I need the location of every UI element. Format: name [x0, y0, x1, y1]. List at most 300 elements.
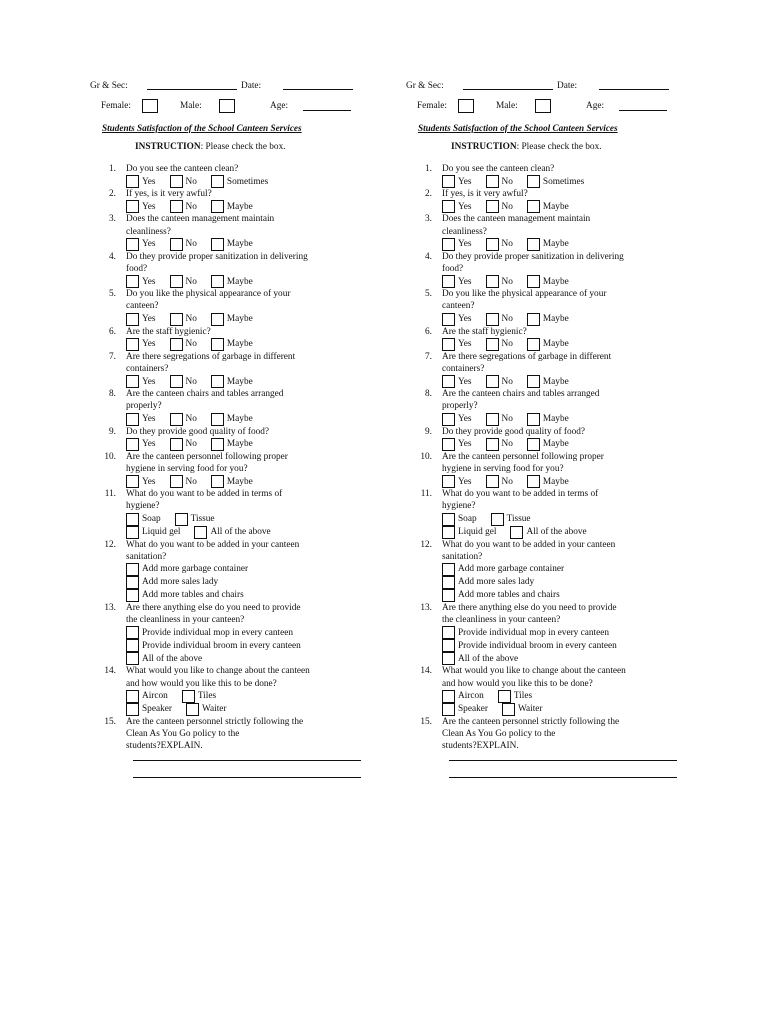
question-line — [416, 363, 686, 375]
option-maybe[interactable] — [527, 238, 569, 251]
answer-line[interactable] — [133, 777, 361, 778]
option-label: Maybe — [542, 414, 569, 425]
question-line — [100, 426, 370, 438]
checkbox[interactable] — [486, 375, 499, 388]
option-yes[interactable] — [442, 375, 472, 388]
checkbox[interactable] — [126, 576, 139, 589]
checkbox[interactable] — [442, 690, 455, 703]
checkbox[interactable] — [170, 238, 183, 251]
question-number — [416, 551, 442, 563]
checkbox[interactable] — [126, 589, 139, 602]
question-line — [100, 539, 370, 551]
option-yes[interactable] — [126, 375, 156, 388]
question-line — [416, 665, 686, 677]
option-label: Maybe — [226, 376, 253, 387]
option-no[interactable] — [486, 313, 513, 326]
option-all-of-the-above[interactable] — [510, 526, 586, 539]
gr-sec-label: Gr & Sec: — [406, 81, 444, 91]
option-maybe[interactable] — [527, 375, 569, 388]
checkbox[interactable] — [442, 338, 455, 351]
option-maybe[interactable] — [527, 338, 569, 351]
checkbox[interactable] — [211, 275, 224, 288]
checkbox[interactable] — [126, 690, 139, 703]
checkbox[interactable] — [491, 513, 504, 526]
checkbox[interactable] — [442, 275, 455, 288]
option-speaker[interactable] — [442, 703, 488, 716]
checkbox[interactable] — [211, 313, 224, 326]
checkbox[interactable] — [126, 563, 139, 576]
option-maybe[interactable] — [211, 375, 253, 388]
option-label: No — [501, 476, 513, 487]
option-provide-individual-mop-in-every-canteen[interactable] — [126, 626, 293, 639]
question-number: 8. — [425, 389, 432, 400]
male-checkbox[interactable] — [535, 99, 551, 113]
option-label: Tiles — [197, 691, 217, 702]
checkbox[interactable] — [126, 526, 139, 539]
date-label: Date: — [557, 81, 578, 91]
checkbox[interactable] — [170, 175, 183, 188]
option-maybe[interactable] — [527, 200, 569, 213]
options-row — [100, 238, 396, 251]
option-maybe[interactable] — [211, 338, 253, 351]
option-yes[interactable] — [126, 475, 156, 488]
question-number: 15. — [420, 716, 432, 727]
question-number: 7. — [109, 351, 116, 362]
checkbox[interactable] — [486, 313, 499, 326]
question-line — [100, 614, 370, 626]
option-no[interactable] — [170, 313, 197, 326]
option-label: Yes — [458, 176, 472, 187]
question-number — [416, 363, 442, 375]
checkbox[interactable] — [170, 275, 183, 288]
options-row — [100, 626, 396, 639]
option-label: Maybe — [542, 339, 569, 350]
option-tissue[interactable] — [175, 513, 215, 526]
question-text: hygiene in serving food for you? — [126, 464, 248, 475]
checkbox[interactable] — [126, 375, 139, 388]
question-text: Do you like the physical appearance of your — [126, 289, 291, 300]
question-14 — [416, 665, 686, 715]
option-no[interactable] — [486, 175, 513, 188]
checkbox[interactable] — [170, 438, 183, 451]
checkbox[interactable] — [442, 313, 455, 326]
option-label: Maybe — [226, 314, 253, 325]
option-no[interactable] — [486, 438, 513, 451]
checkbox[interactable] — [527, 275, 540, 288]
checkbox[interactable] — [486, 238, 499, 251]
option-all-of-the-above[interactable] — [126, 652, 202, 665]
question-9 — [100, 426, 370, 451]
checkbox[interactable] — [502, 703, 515, 716]
checkbox[interactable] — [211, 175, 224, 188]
option-no[interactable] — [170, 475, 197, 488]
options-row — [416, 275, 712, 288]
option-maybe[interactable] — [211, 238, 253, 251]
option-label: Waiter — [517, 704, 543, 715]
option-no[interactable] — [486, 275, 513, 288]
option-maybe[interactable] — [527, 475, 569, 488]
checkbox[interactable] — [170, 200, 183, 213]
option-yes[interactable] — [126, 200, 156, 213]
question-number: 12. — [420, 539, 432, 550]
question-number — [100, 614, 126, 626]
option-no[interactable] — [486, 375, 513, 388]
question-line — [416, 539, 686, 551]
option-yes[interactable] — [442, 238, 472, 251]
checkbox[interactable] — [442, 576, 455, 589]
question-line — [416, 728, 686, 740]
options-row — [100, 576, 396, 589]
checkbox[interactable] — [126, 475, 139, 488]
option-aircon[interactable] — [442, 690, 484, 703]
question-number: 6. — [109, 326, 116, 337]
options-row — [416, 513, 712, 526]
checkbox[interactable] — [442, 589, 455, 602]
option-provide-individual-broom-in-every-canteen[interactable] — [442, 639, 617, 652]
option-label: No — [185, 339, 197, 350]
checkbox[interactable] — [126, 313, 139, 326]
age-field[interactable] — [303, 110, 351, 111]
option-tiles[interactable] — [498, 690, 532, 703]
option-all-of-the-above[interactable] — [442, 652, 518, 665]
option-yes[interactable] — [126, 238, 156, 251]
option-label: Maybe — [226, 414, 253, 425]
checkbox[interactable] — [170, 413, 183, 426]
checkbox[interactable] — [442, 652, 455, 665]
gr-sec-field[interactable] — [147, 89, 237, 90]
option-label: Maybe — [542, 314, 569, 325]
option-label: Soap — [458, 514, 477, 525]
checkbox[interactable] — [486, 338, 499, 351]
checkbox[interactable] — [442, 438, 455, 451]
checkbox[interactable] — [527, 413, 540, 426]
question-number: 15. — [104, 716, 116, 727]
checkbox[interactable] — [186, 703, 199, 716]
question-line — [416, 740, 686, 752]
instruction — [451, 141, 602, 153]
option-provide-individual-broom-in-every-canteen[interactable] — [126, 639, 301, 652]
option-liquid-gel[interactable] — [126, 526, 180, 539]
option-label: No — [185, 201, 197, 212]
option-no[interactable] — [486, 200, 513, 213]
date-field[interactable] — [599, 89, 669, 90]
checkbox[interactable] — [442, 375, 455, 388]
option-maybe[interactable] — [527, 275, 569, 288]
checkbox[interactable] — [126, 238, 139, 251]
option-label: Maybe — [542, 476, 569, 487]
question-text: cleanliness? — [126, 226, 171, 237]
checkbox[interactable] — [442, 563, 455, 576]
option-label: Yes — [458, 314, 472, 325]
question-text: hygiene? — [442, 501, 476, 512]
checkbox[interactable] — [486, 275, 499, 288]
question-13 — [416, 602, 686, 665]
checkbox[interactable] — [442, 626, 455, 639]
options-row — [416, 438, 712, 451]
options-row — [100, 690, 396, 703]
question-5 — [416, 288, 686, 325]
checkbox[interactable] — [510, 526, 523, 539]
checkbox[interactable] — [126, 438, 139, 451]
checkbox[interactable] — [126, 200, 139, 213]
checkbox[interactable] — [126, 175, 139, 188]
checkbox[interactable] — [527, 313, 540, 326]
question-1 — [416, 163, 686, 188]
checkbox[interactable] — [170, 375, 183, 388]
option-label: Maybe — [542, 276, 569, 287]
option-waiter[interactable] — [186, 703, 227, 716]
checkbox[interactable] — [498, 690, 511, 703]
option-sometimes[interactable] — [527, 175, 584, 188]
option-label: No — [501, 176, 513, 187]
option-no[interactable] — [170, 275, 197, 288]
checkbox[interactable] — [486, 475, 499, 488]
checkbox[interactable] — [182, 690, 195, 703]
option-soap[interactable] — [442, 513, 477, 526]
question-15 — [416, 716, 686, 753]
checkbox[interactable] — [211, 475, 224, 488]
checkbox[interactable] — [126, 626, 139, 639]
option-yes[interactable] — [126, 338, 156, 351]
checkbox[interactable] — [486, 175, 499, 188]
checkbox[interactable] — [442, 703, 455, 716]
checkbox[interactable] — [442, 200, 455, 213]
checkbox[interactable] — [486, 413, 499, 426]
options-row — [100, 375, 396, 388]
checkbox[interactable] — [211, 200, 224, 213]
option-maybe[interactable] — [211, 200, 253, 213]
answer-line[interactable] — [449, 777, 677, 778]
question-text: Do they provide proper sanitization in delivering — [442, 251, 624, 262]
checkbox[interactable] — [170, 338, 183, 351]
age-field[interactable] — [619, 110, 667, 111]
form-title: Students Satisfaction of the School Canteen Services — [102, 123, 302, 133]
gr-sec-field[interactable] — [463, 89, 553, 90]
option-no[interactable] — [486, 413, 513, 426]
option-maybe[interactable] — [211, 413, 253, 426]
option-maybe[interactable] — [527, 413, 569, 426]
option-provide-individual-mop-in-every-canteen[interactable] — [442, 626, 609, 639]
checkbox[interactable] — [175, 513, 188, 526]
option-no[interactable] — [486, 475, 513, 488]
question-number — [100, 263, 126, 275]
question-line — [100, 363, 370, 375]
option-label: Yes — [142, 439, 156, 450]
option-yes[interactable] — [442, 438, 472, 451]
question-text: and how would you like this to be done? — [126, 678, 277, 689]
option-no[interactable] — [170, 438, 197, 451]
question-line — [100, 163, 370, 175]
question-8 — [416, 388, 686, 425]
option-yes[interactable] — [126, 275, 156, 288]
checkbox[interactable] — [442, 526, 455, 539]
option-yes[interactable] — [126, 413, 156, 426]
question-text: properly? — [442, 401, 478, 412]
male-checkbox[interactable] — [219, 99, 235, 113]
option-label: No — [185, 376, 197, 387]
checkbox[interactable] — [527, 238, 540, 251]
age-label: Age: — [586, 101, 605, 111]
option-liquid-gel[interactable] — [442, 526, 496, 539]
checkbox[interactable] — [527, 475, 540, 488]
checkbox[interactable] — [126, 639, 139, 652]
option-label: All of the above — [210, 527, 271, 538]
option-sometimes[interactable] — [211, 175, 268, 188]
option-maybe[interactable] — [211, 475, 253, 488]
question-line — [100, 188, 370, 200]
option-tissue[interactable] — [491, 513, 531, 526]
options-row — [100, 563, 396, 576]
option-waiter[interactable] — [502, 703, 543, 716]
question-number — [416, 226, 442, 238]
option-yes[interactable] — [126, 313, 156, 326]
checkbox[interactable] — [211, 413, 224, 426]
option-yes[interactable] — [126, 438, 156, 451]
checkbox[interactable] — [211, 238, 224, 251]
question-4 — [100, 251, 370, 288]
option-yes[interactable] — [442, 275, 472, 288]
option-no[interactable] — [170, 200, 197, 213]
option-add-more-garbage-container[interactable] — [442, 563, 564, 576]
options-row — [100, 475, 396, 488]
option-add-more-tables-and-chairs[interactable] — [126, 589, 244, 602]
checkbox[interactable] — [126, 413, 139, 426]
checkbox[interactable] — [126, 703, 139, 716]
question-text: What would you like to change about the canteen — [442, 666, 626, 677]
checkbox[interactable] — [442, 513, 455, 526]
option-aircon[interactable] — [126, 690, 168, 703]
question-text: canteen? — [442, 301, 475, 312]
question-text: Does the canteen management maintain — [442, 214, 591, 225]
option-no[interactable] — [486, 238, 513, 251]
question-number: 1. — [109, 164, 116, 174]
option-yes[interactable] — [442, 338, 472, 351]
question-6 — [100, 326, 370, 351]
option-no[interactable] — [170, 338, 197, 351]
question-12 — [416, 539, 686, 602]
option-label: No — [501, 314, 513, 325]
question-line — [100, 351, 370, 363]
question-text: cleanliness? — [442, 226, 487, 237]
question-number — [100, 740, 126, 752]
checkbox[interactable] — [486, 438, 499, 451]
option-label: Yes — [458, 339, 472, 350]
answer-line[interactable] — [449, 760, 677, 761]
checkbox[interactable] — [170, 475, 183, 488]
option-yes[interactable] — [442, 413, 472, 426]
checkbox[interactable] — [442, 175, 455, 188]
answer-line[interactable] — [133, 760, 361, 761]
option-maybe[interactable] — [527, 313, 569, 326]
question-line — [416, 263, 686, 275]
checkbox[interactable] — [527, 200, 540, 213]
question-text: Do you like the physical appearance of your — [442, 289, 607, 300]
option-all-of-the-above[interactable] — [194, 526, 270, 539]
option-yes[interactable] — [442, 200, 472, 213]
option-add-more-garbage-container[interactable] — [126, 563, 248, 576]
checkbox[interactable] — [126, 513, 139, 526]
options-row — [416, 413, 712, 426]
option-yes[interactable] — [442, 313, 472, 326]
option-no[interactable] — [170, 175, 197, 188]
checkbox[interactable] — [194, 526, 207, 539]
checkbox[interactable] — [486, 200, 499, 213]
instruction-text: : Please check the box. — [200, 142, 286, 152]
option-yes[interactable] — [442, 175, 472, 188]
option-maybe[interactable] — [211, 275, 253, 288]
question-text: students?EXPLAIN. — [126, 741, 203, 752]
option-label: Maybe — [226, 339, 253, 350]
option-maybe[interactable] — [211, 313, 253, 326]
option-no[interactable] — [170, 238, 197, 251]
option-no[interactable] — [170, 413, 197, 426]
checkbox[interactable] — [170, 313, 183, 326]
question-number: 10. — [104, 451, 116, 462]
question-line — [416, 551, 686, 563]
option-speaker[interactable] — [126, 703, 172, 716]
checkbox[interactable] — [211, 375, 224, 388]
checkbox[interactable] — [527, 375, 540, 388]
checkbox[interactable] — [211, 438, 224, 451]
checkbox[interactable] — [442, 413, 455, 426]
options-row — [100, 526, 396, 539]
option-maybe[interactable] — [527, 438, 569, 451]
checkbox[interactable] — [442, 238, 455, 251]
checkbox[interactable] — [126, 652, 139, 665]
option-label: No — [501, 339, 513, 350]
option-yes[interactable] — [126, 175, 156, 188]
date-field[interactable] — [283, 89, 353, 90]
question-number: 2. — [109, 189, 116, 200]
option-label: Yes — [458, 476, 472, 487]
question-line — [416, 163, 686, 175]
checkbox[interactable] — [126, 338, 139, 351]
option-label: All of the above — [458, 653, 519, 664]
checkbox[interactable] — [442, 475, 455, 488]
options-row — [416, 703, 712, 716]
checkbox[interactable] — [442, 639, 455, 652]
options-row — [100, 275, 396, 288]
question-line — [416, 213, 686, 225]
option-add-more-sales-lady[interactable] — [126, 576, 218, 589]
question-line — [100, 740, 370, 752]
question-text: and how would you like this to be done? — [442, 678, 593, 689]
option-label: Add more tables and chairs — [142, 590, 244, 601]
option-no[interactable] — [170, 375, 197, 388]
checkbox[interactable] — [126, 275, 139, 288]
option-soap[interactable] — [126, 513, 161, 526]
checkbox[interactable] — [527, 338, 540, 351]
option-add-more-sales-lady[interactable] — [442, 576, 534, 589]
female-label: Female: — [417, 101, 447, 111]
checkbox[interactable] — [527, 438, 540, 451]
option-maybe[interactable] — [211, 438, 253, 451]
option-yes[interactable] — [442, 475, 472, 488]
question-number: 10. — [420, 451, 432, 462]
option-tiles[interactable] — [182, 690, 216, 703]
female-checkbox[interactable] — [142, 99, 158, 113]
checkbox[interactable] — [211, 338, 224, 351]
question-text: Are there segregations of garbage in different — [442, 351, 612, 362]
option-label: No — [501, 276, 513, 287]
option-add-more-tables-and-chairs[interactable] — [442, 589, 560, 602]
option-no[interactable] — [486, 338, 513, 351]
female-checkbox[interactable] — [458, 99, 474, 113]
options-row — [416, 475, 712, 488]
checkbox[interactable] — [527, 175, 540, 188]
question-number — [416, 740, 442, 752]
question-line — [416, 326, 686, 338]
